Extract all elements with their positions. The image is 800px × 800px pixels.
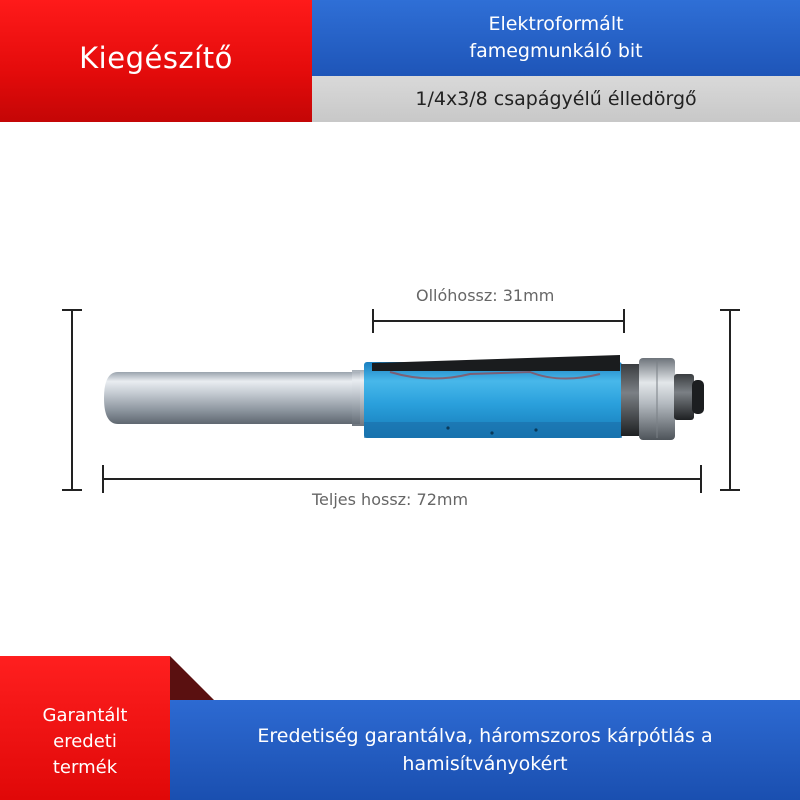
category-panel: [0, 0, 312, 122]
bit-collar: [621, 364, 639, 436]
cut-length-dimension: [373, 309, 624, 333]
guarantee-badge-line1: Garantált: [42, 705, 128, 726]
guarantee-badge-line2: eredeti: [53, 731, 117, 752]
footer-banner: [0, 656, 800, 800]
guarantee-message-panel: [170, 700, 800, 800]
guarantee-badge-line3: termék: [52, 757, 118, 778]
cut-length-label: Ollóhossz: 31mm: [416, 286, 555, 305]
bit-cutter: [364, 355, 622, 438]
header-banner: [0, 0, 800, 122]
product-image-area: [0, 122, 800, 652]
footer-notch: [170, 656, 214, 700]
guarantee-badge: [0, 656, 170, 800]
product-title-line1: Elektroformált: [488, 13, 624, 35]
bit-screw: [674, 374, 704, 420]
total-length-dimension: [103, 465, 701, 493]
title-panel: [312, 0, 800, 76]
product-title-line2: famegmunkáló bit: [469, 40, 643, 62]
bit-bearing: [639, 358, 675, 440]
product-subtitle: 1/4x3/8 csapágyélű élledörgő: [415, 88, 697, 110]
router-bit-illustration: [0, 122, 800, 652]
category-label: Kiegészítő: [79, 41, 233, 75]
height-dimension-left: [62, 310, 82, 490]
total-length-label: Teljes hossz: 72mm: [312, 490, 469, 509]
subtitle-panel: [312, 76, 800, 122]
bit-shank: [104, 370, 368, 426]
height-dimension-right: [720, 310, 740, 490]
guarantee-message: Eredetiség garantálva, háromszoros kárpótlás a hamisítványokért: [257, 725, 713, 775]
